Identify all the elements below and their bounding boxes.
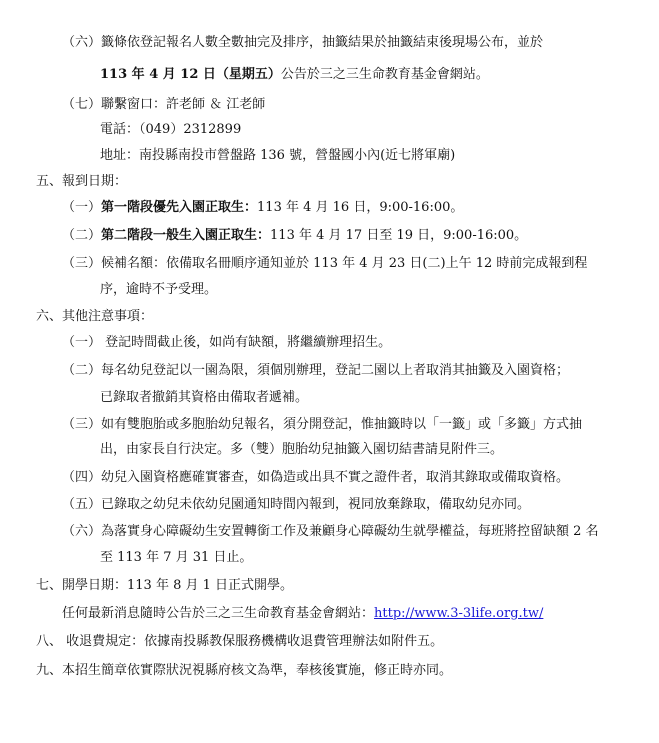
item-text: 如有雙胞胎或多胞胎幼兒報名，須分開登記，惟抽籤時以「一籤」或「多籤」方式抽 (101, 417, 583, 432)
item-prefix: （六） (62, 524, 102, 539)
announce-date: 113 年 4 月 12 日（星期五） (100, 67, 281, 82)
list-item (62, 362, 569, 379)
item-text: 籤條依登記報名人數全數抽完及排序，抽籤結果於抽籤結束後現場公布，並於 (101, 35, 544, 50)
list-item-continuation: 序，逾時不予受理。 (100, 282, 218, 297)
website-note-text: 任何最新消息隨時公告於三之三生命教育基金會網站： (62, 606, 375, 621)
section-6-heading: 六、其他注意事項： (36, 309, 154, 324)
contact-address: 地址：南投縣南投市營盤路 136 號，營盤國小內(近七將軍廟) (100, 148, 456, 163)
item-text: 113 年 4 月 16 日，9:00-16:00。 (257, 200, 464, 215)
list-item (62, 334, 391, 351)
item-6-line2 (100, 66, 489, 83)
list-item (62, 199, 463, 216)
item-prefix: （四） (62, 470, 102, 485)
item-prefix: （三） (62, 417, 102, 432)
item-bold-label: 第一階段優先入園正取生： (101, 200, 258, 215)
list-item-continuation: 至 113 年 7 月 31 日止。 (100, 550, 253, 565)
item-prefix: （七） (62, 97, 102, 112)
section-5-heading: 五、報到日期： (36, 174, 128, 189)
section-8: 八、 收退費規定：依據南投縣教保服務機構收退費管理辦法如附件五。 (36, 634, 444, 649)
list-item (62, 255, 587, 272)
item-text: 113 年 4 月 17 日至 19 日，9:00-16:00。 (270, 228, 528, 243)
item-7-contact (62, 96, 265, 113)
website-note (62, 605, 543, 622)
section-7-heading: 七、開學日期：113 年 8 月 1 日正式開學。 (36, 578, 294, 593)
website-link[interactable]: http://www.3-3life.org.tw/ (374, 606, 544, 621)
item-text: 登記時間截止後，如尚有缺額，將繼續辦理招生。 (101, 335, 392, 350)
item-text: 已錄取之幼兒未依幼兒園通知時間內報到，視同放棄錄取，備取幼兒亦同。 (101, 497, 531, 512)
item-prefix: （二） (62, 228, 102, 243)
list-item (62, 496, 530, 513)
item-text: 為落實身心障礙幼生安置轉銜工作及兼顧身心障礙幼生就學權益，每班將控留缺額 2 名 (101, 524, 599, 539)
item-prefix: （二） (62, 363, 102, 378)
item-prefix: （一） (62, 200, 102, 215)
item-prefix: （六） (62, 35, 102, 50)
item-prefix: （三） (62, 256, 102, 271)
item-text: 每名幼兒登記以一園為限，須個別辦理，登記二園以上者取消其抽籤及入園資格； (101, 363, 570, 378)
list-item (62, 469, 569, 486)
list-item (62, 416, 582, 433)
list-item (62, 523, 599, 540)
list-item-continuation: 出，由家長自行決定。多（雙）胞胎幼兒抽籤入園切結書請見附件三。 (100, 442, 504, 457)
item-6-line1 (62, 34, 543, 51)
item-text: 幼兒入園資格應確實審查，如偽造或出具不實之證件者，取消其錄取或備取資格。 (101, 470, 570, 485)
item-text: 候補名額：依備取名冊順序通知並於 113 年 4 月 23 日(二)上午 12 時前完成報到程 (101, 256, 588, 271)
item-prefix: （一） (62, 335, 102, 350)
list-item (62, 227, 527, 244)
list-item-continuation: 已錄取者撤銷其資格由備取者遞補。 (100, 390, 309, 405)
contact-label: 聯繫窗口：許老師 ＆ 江老師 (101, 97, 266, 112)
item-prefix: （五） (62, 497, 102, 512)
section-9: 九、本招生簡章依實際狀況視縣府核文為準，奉核後實施，修正時亦同。 (36, 663, 453, 678)
item-bold-label: 第二階段一般生入園正取生： (101, 228, 271, 243)
contact-phone: 電話：（049）2312899 (100, 122, 242, 137)
announce-text: 公告於三之三生命教育基金會網站。 (280, 67, 489, 82)
